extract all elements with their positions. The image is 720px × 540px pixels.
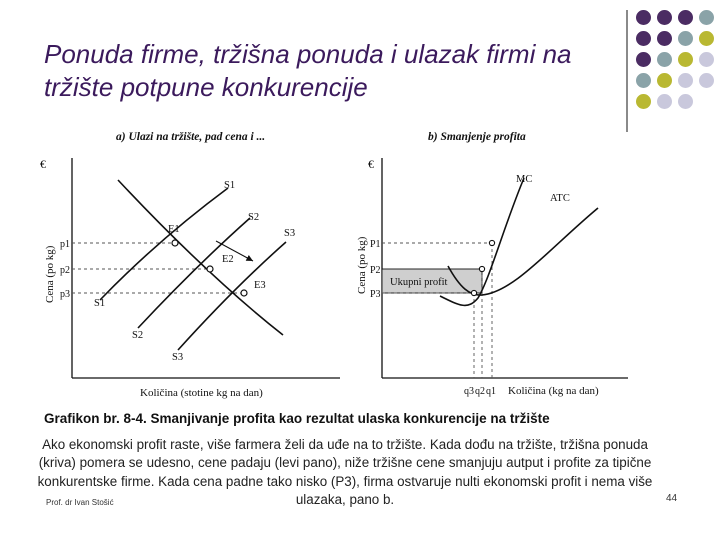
label-s3-top: S3 xyxy=(284,228,296,239)
page-number: 44 xyxy=(666,493,678,504)
equilibrium-e1 xyxy=(172,240,178,246)
panel-b-y-symbol: € xyxy=(368,157,374,171)
point-q3-P3 xyxy=(471,290,476,295)
tick-q1: q1 xyxy=(486,386,496,397)
total-profit-label: Ukupni profit xyxy=(390,277,448,288)
point-q1-P1 xyxy=(489,240,494,245)
tick-p2: p2 xyxy=(60,265,70,276)
supply-entry-diagram xyxy=(38,128,638,408)
panel-b-title: b) Smanjenje profita xyxy=(428,131,526,143)
explanation-text: Ako ekonomski profit raste, više farmera želi da uđe na to tržište. Kada dođu na tržište, tržišna ponuda (kriva) pomera se udesno, cene padaju (levi pano), niže tržišne cene smanjuju autput i profite za tipične konkurentske firme. Kada cena padne tako nisko (P3), firma ostvaruje nulti ekonomski profit i nema više ulazaka, pano b. xyxy=(37,437,653,508)
dot xyxy=(699,73,714,88)
dot xyxy=(657,31,672,46)
label-e3: E3 xyxy=(254,280,266,291)
label-s3-bottom: S3 xyxy=(172,352,184,363)
supply-curve-s2 xyxy=(138,218,250,328)
panel-b-y-label: Cena (po kg) xyxy=(356,236,368,294)
equilibrium-e2 xyxy=(207,266,213,272)
label-e2: E2 xyxy=(222,254,234,265)
decorative-dots xyxy=(636,10,720,120)
dot xyxy=(636,94,651,109)
label-mc: MC xyxy=(516,174,533,185)
dot xyxy=(699,10,714,25)
figure-caption: Grafikon br. 8-4. Smanjivanje profita kao rezultat ulaska konkurencije na tržište xyxy=(44,411,550,426)
dot xyxy=(678,73,693,88)
dot xyxy=(636,10,651,25)
title-divider xyxy=(626,10,628,132)
panel-a-x-label: Količina (stotine kg na dan) xyxy=(140,387,263,399)
tick-q3: q3 xyxy=(464,386,474,397)
tick-P2: P2 xyxy=(370,265,381,276)
panel-a-y-symbol: € xyxy=(40,157,46,171)
dot xyxy=(678,10,693,25)
point-q2-P2 xyxy=(479,266,484,271)
footer-author: Prof. dr Ivan Stošić xyxy=(46,498,114,507)
dot xyxy=(699,52,714,67)
dot xyxy=(657,94,672,109)
label-atc: ATC xyxy=(550,193,570,204)
supply-curve-s1 xyxy=(100,188,228,300)
dot xyxy=(678,31,693,46)
slide-title: Ponuda firme, tržišna ponuda i ulazak firmi na tržište potpune konkurencije xyxy=(44,39,572,102)
label-e1: E1 xyxy=(168,224,180,235)
dot xyxy=(657,10,672,25)
label-s2-top: S2 xyxy=(248,212,260,223)
panel-b-x-label: Količina (kg na dan) xyxy=(508,385,599,397)
dot xyxy=(636,52,651,67)
dot xyxy=(699,31,714,46)
dot xyxy=(678,94,693,109)
tick-p1: p1 xyxy=(60,239,70,250)
dot xyxy=(636,73,651,88)
equilibrium-e3 xyxy=(241,290,247,296)
dot xyxy=(657,52,672,67)
tick-P1: P1 xyxy=(370,239,381,250)
panel-a-title: a) Ulazi na tržište, pad cena i ... xyxy=(116,131,266,143)
label-s2-bottom: S2 xyxy=(132,330,144,341)
panel-a-y-label: Cena (po kg) xyxy=(44,245,56,303)
tick-p3: p3 xyxy=(60,289,70,300)
tick-P3: P3 xyxy=(370,289,381,300)
dot xyxy=(657,73,672,88)
dot xyxy=(636,31,651,46)
label-s1-top: S1 xyxy=(224,180,236,191)
label-s1-bottom: S1 xyxy=(94,298,106,309)
dot xyxy=(678,52,693,67)
tick-q2: q2 xyxy=(475,386,485,397)
